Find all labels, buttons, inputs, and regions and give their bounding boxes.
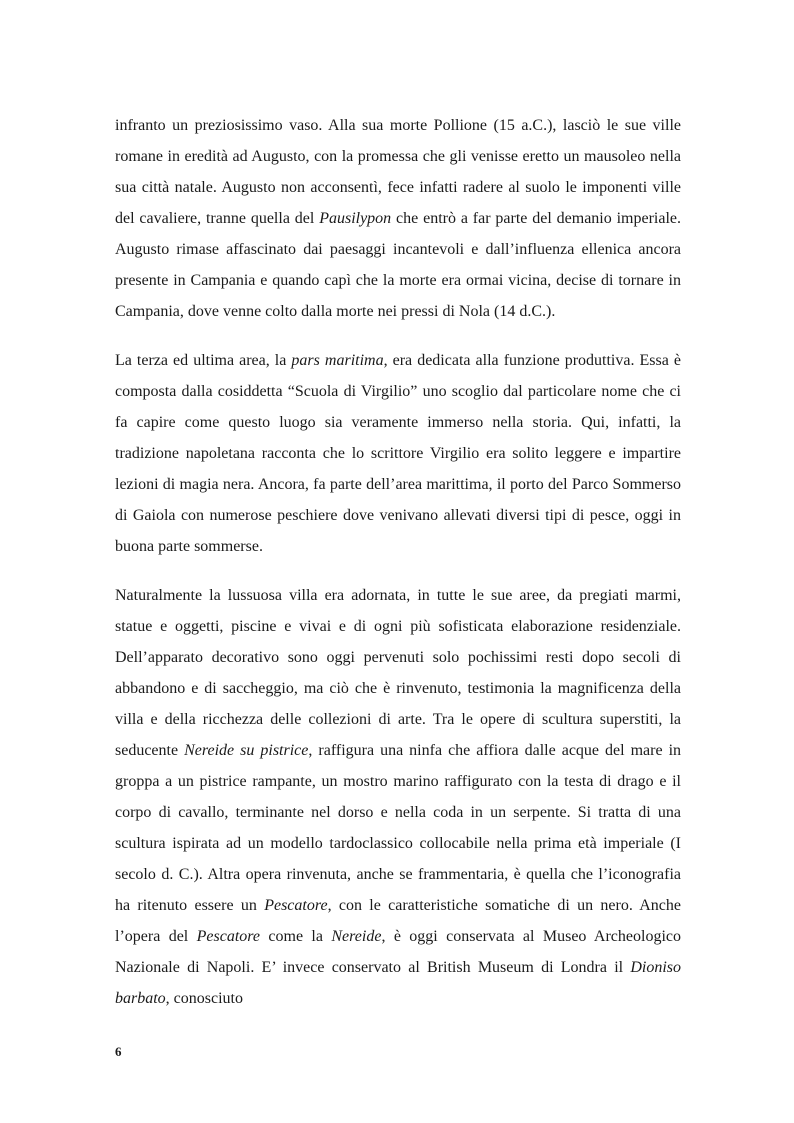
paragraph-2	[115, 345, 681, 562]
italic-term-pausilypon: Pausilypon	[319, 210, 392, 227]
text-segment: Naturalmente la lussuosa villa era adornata, in tutte le sue aree, da pregiati marmi, statue e oggetti, piscine e vivai e di ogni più sofisticata elaborazione residenziale. Dell’apparato decorativo sono oggi pervenuti solo pochissimi resti dopo secoli di abbandono e di saccheggio, ma ciò che è rinvenuto, testimonia la magnificenza della villa e della ricchezza delle collezioni di arte. Tra le opere di scultura superstiti, la seducente	[115, 587, 681, 759]
italic-term-nereide: Nereide	[331, 928, 382, 945]
text-segment: infranto un preziosissimo vaso. Alla sua morte Pollione (15 a.C.), lasciò le sue ville romane in eredità ad Augusto, con la promessa che gli venisse eretto un mausoleo nella sua città natale. Augusto non acconsentì, fece infatti radere al suolo le imponenti ville del cavaliere, tranne quella del	[115, 117, 681, 227]
page-number: 6	[115, 1044, 122, 1059]
paragraph-1	[115, 110, 681, 327]
text-segment: La terza ed ultima area, la	[115, 352, 292, 369]
paragraph-3	[115, 580, 681, 1014]
italic-term-dioniso-barbato: Dioniso barbato	[115, 959, 681, 1007]
text-segment: , era dedicata alla funzione produttiva. Essa è composta dalla cosiddetta “Scuola di Virgilio” uno scoglio dal particolare nome che ci fa capire come questo luogo sia veramente immerso nella storia. Qui, infatti, la tradizione napoletana racconta che lo scrittore Virgilio era solito leggere e impartire lezioni di magia nera. Ancora, fa parte dell’area marittima, il porto del Parco Sommerso di Gaiola con numerose peschiere dove venivano allevati diversi tipi di pesce, oggi in buona parte sommerse.	[115, 352, 681, 555]
text-segment: , conosciuto	[165, 990, 243, 1007]
italic-term-pescatore: Pescatore	[196, 928, 261, 945]
text-segment: , con le caratteristiche somatiche di un nero. Anche l’opera del	[115, 897, 682, 945]
italic-term-nereide-su-pistrice: Nereide su pistrice	[184, 742, 309, 759]
text-segment: , raffigura una ninfa che affiora dalle acque del mare in groppa a un pistrice rampante, un mostro marino raffigurato con la testa di drago e il corpo di cavallo, terminante nel dorso e nella coda in un serpente. Si tratta di una scultura ispirata ad un modello tardoclassico collocabile nella prima età imperiale (I secolo d. C.). Altra opera rinvenuta, anche se frammentaria, è quella che l’iconografia ha ritenuto essere un	[115, 742, 682, 914]
body-text	[115, 110, 681, 1014]
italic-term-pescatore: Pescatore	[264, 897, 328, 914]
italic-term-pars-maritima: pars maritima	[291, 352, 384, 369]
text-segment: che entrò a far parte del demanio imperiale. Augusto rimase affascinato dai paesaggi incantevoli e dall’influenza ellenica ancora presente in Campania e quando capì che la morte era ormai vicina, decise di tornare in Campania, dove venne colto dalla morte nei pressi di Nola (14 d.C.).	[115, 210, 682, 320]
text-segment: come la	[260, 928, 332, 945]
text-segment: , è oggi conservata al Museo Archeologico Nazionale di Napoli. E’ invece conservato al British Museum di Londra il	[115, 928, 681, 976]
